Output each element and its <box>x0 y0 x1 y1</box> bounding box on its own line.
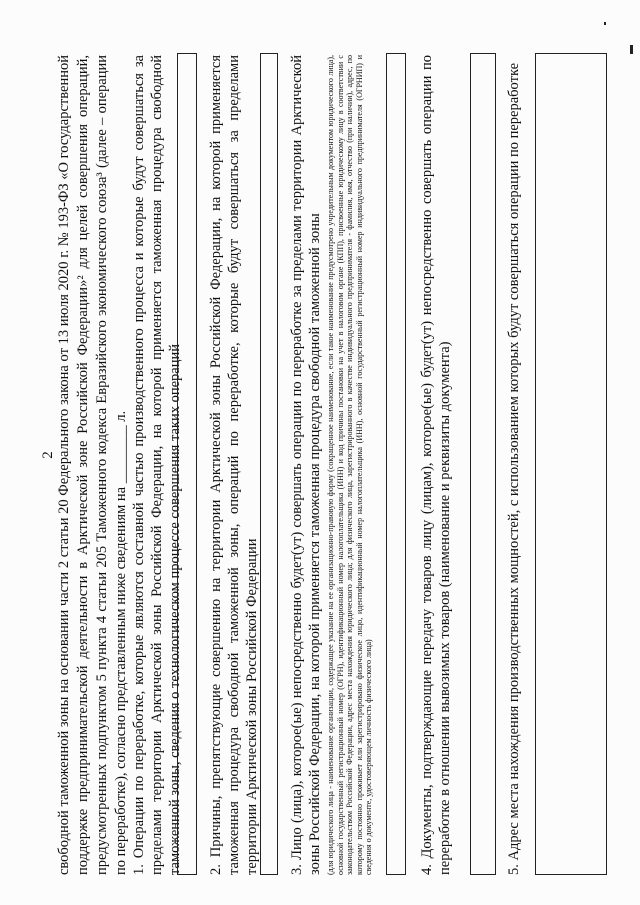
section-5-answer-box <box>535 53 607 875</box>
section-3-text: 3. Лицо (лица), которое(ые) непосредственно будет(ут) совершать операции по переработке за пределами территории Арктической зоны Российской Федерации, на которой применяется таможенная процедура свободной таможенной зоны <box>289 55 323 875</box>
section-1-answer-box <box>177 53 197 875</box>
section-2-text: 2. Причины, препятствующие совершению на территории Арктической зоны Российской Федерации, на которой применяется таможенная процедура свободной таможенной зоны, операций по переработке, которые будут совершаться за пределами территории Арктической зоны Российской Федерации <box>208 55 260 875</box>
section-3-answer-box <box>386 53 406 875</box>
section-5-text: 5. Адрес места нахождения производственных мощностей, с использованием которых будут совершаться операции по переработке <box>506 62 522 875</box>
section-2-answer-box <box>260 53 278 875</box>
page-number: 2 <box>40 451 56 459</box>
section-3-note: (для юридического лица - наименование организации, содержащее указание на ее организационно-правовую форму (сокращенное наименование, если такое наименование предусмотрено учредительным документом юридического лица), основной государственный регистрационный номер (ОГРН), идентификационный номер налогоплательщика (ИНН) и код причины постановки на учет в налоговом органе (КПП), присвоенные юридическому лицу в соответствии с законодательством Российской Федерации, адрес места нахождения юридического лица; для физического лица, зарегистрированного в качестве индивидуального предпринимателя - фамилия, имя, отчество (при наличии), адрес, по которому постоянно проживает или зарегистрировано физическое лицо, идентификационный номер налогоплательщика (ИНН), основной государственный регистрационный номер индивидуального предпринимателя (ОГРНИП) и сведения о документе, удостоверяющем личность физического лица) <box>326 55 373 875</box>
section-4-text: 4. Документы, подтверждающие передачу товаров лицу (лицам), которое(ые) будет(ут) непосредственно совершать операции по переработке в отношении вывозимых товаров (наименование и реквизиты документа) <box>419 55 453 875</box>
section-4-answer-box <box>470 53 496 875</box>
intro-paragraph: свободной таможенной зоны на основании части 2 статьи 20 Федерального закона от 13 июля 2020 г. № 193-ФЗ «О государственной поддержке предпринимательской деятельности в Арктической зоне Российской Федерации»² для целей совершения операций, предусмотренных подпунктом 5 пункта 4 статьи 205 Таможенного кодекса Евразийского экономического союза³ (далее – операции по переработке), согласно представленным ниже сведениям на ________ л. <box>56 55 129 875</box>
section-1-text: 1. Операции по переработке, которые являются составной частью производственного процесса и которые будут совершаться за пределами территории Арктической зоны Российской Федерации, на которой применяется таможенная процедура свободной таможенной зоны, сведения о технологическом процессе совершения таких операций <box>131 55 183 875</box>
